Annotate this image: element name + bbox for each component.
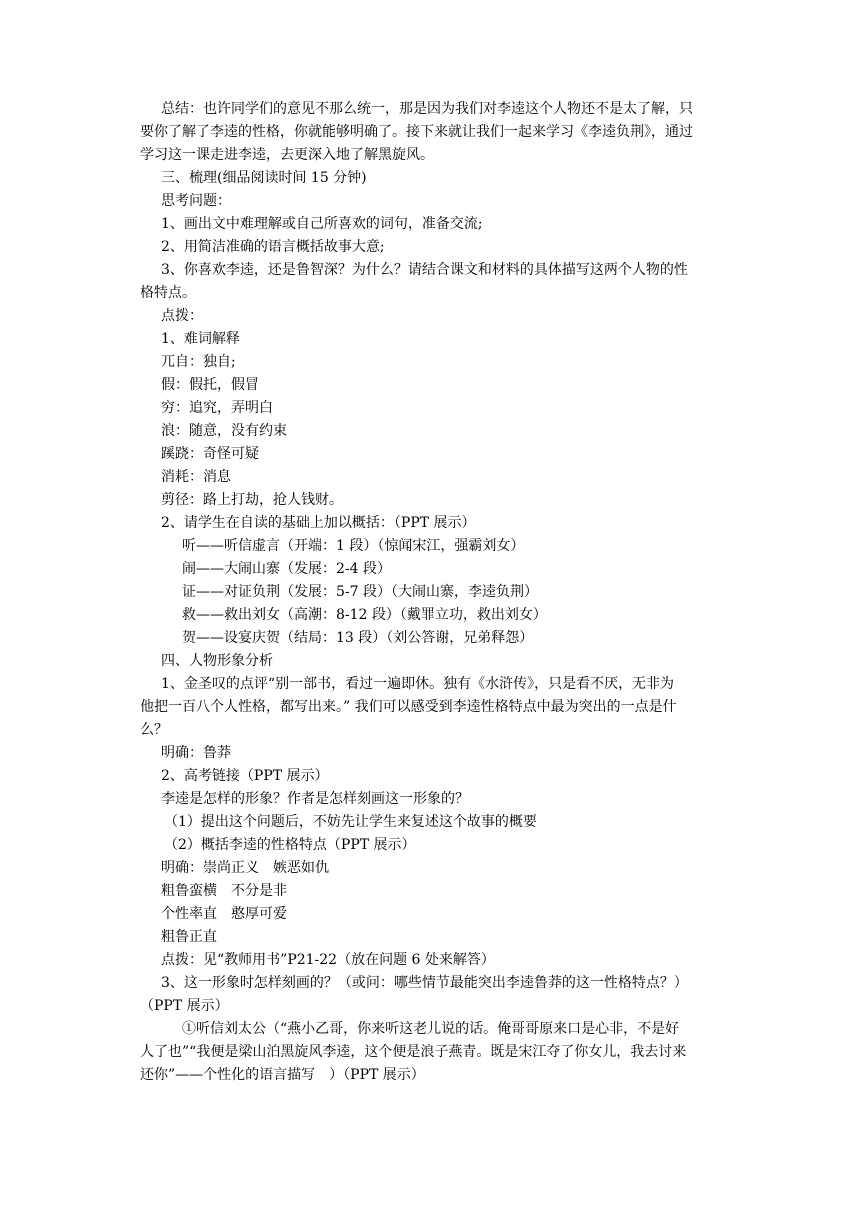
paragraph-line: 明确：鲁莽	[161, 745, 231, 761]
definition-item: 蹊跷：奇怪可疑	[161, 446, 259, 462]
paragraph-line: 点拨：见“教师用书”P21-22（放在问题 6 处来解答）	[161, 952, 495, 968]
paragraph-line: 粗鲁蛮横 不分是非	[161, 883, 287, 899]
summary-item: 闹——大闹山寨（发展：2-4 段）	[182, 561, 391, 577]
definition-item: 剪径：路上打劫，抢人钱财。	[161, 492, 343, 508]
paragraph-line: 要你了解了李逵的性格，你就能够明确了。接下来就让我们一起来学习《李逵负荆》，通过	[140, 124, 693, 140]
paragraph-line: 总结：也许同学们的意见不那么统一，那是因为我们对李逵这个人物还不是太了解，只	[161, 101, 693, 117]
definition-item: 消耗：消息	[161, 469, 231, 485]
paragraph-line: 他把一百八个人性格，都写出来。” 我们可以感受到李逵性格特点中最为突出的一点是什	[140, 699, 677, 715]
sub-item: （2）概括李逵的性格特点（PPT 展示）	[164, 837, 416, 853]
list-item: 2、用简洁准确的语言概括故事大意;	[161, 239, 385, 255]
document-body	[140, 98, 720, 1087]
definition-item: 浪：随意，没有约束	[161, 423, 287, 439]
definition-item: 假：假托，假冒	[161, 377, 259, 393]
paragraph-line: 李逵是怎样的形象？作者是怎样刻画这一形象的？	[161, 791, 469, 807]
paragraph-line: 个性率直 憨厚可爱	[161, 906, 287, 922]
list-item: 2、高考链接（PPT 展示）	[161, 768, 329, 784]
paragraph-line: 么？	[140, 722, 168, 738]
paragraph-line: 思考问题：	[161, 193, 231, 209]
paragraph-line: 粗鲁正直	[161, 929, 217, 945]
section-heading: 三、梳理(细品阅读时间 15 分钟)	[161, 170, 367, 186]
paragraph-line: 格特点。	[140, 285, 196, 301]
definition-item: 兀自：独自;	[161, 354, 236, 370]
summary-item: 救——救出刘女（高潮：8-12 段）（戴罪立功，救出刘女）	[182, 607, 547, 623]
paragraph-line: 1、金圣叹的点评“别一部书，看过一遍即休。独有《水浒传》，只是看不厌，无非为	[161, 676, 675, 692]
paragraph-line: 还你”——个性化的语言描写 ）（PPT 展示）	[140, 1067, 425, 1083]
list-item: 1、画出文中难理解或自己所喜欢的词句，准备交流;	[161, 216, 483, 232]
list-item: 2、请学生在自读的基础上加以概括：（PPT 展示）	[161, 515, 476, 531]
section-heading: 四、人物形象分析	[161, 653, 273, 669]
paragraph-line: （PPT 展示）	[140, 998, 229, 1014]
summary-item: 听——听信虚言（开端：1 段）（惊闻宋江，强霸刘女）	[182, 538, 525, 554]
paragraph-line: ①听信刘太公（“燕小乙哥，你来听这老儿说的话。俺哥哥原来口是心非，不是好	[182, 1021, 680, 1037]
paragraph-line: 学习这一课走进李逵，去更深入地了解黑旋风。	[140, 147, 434, 163]
sub-item: （1）提出这个问题后，不妨先让学生来复述这个故事的概要	[164, 814, 537, 830]
paragraph-line: 点拨：	[161, 308, 203, 324]
paragraph-line: 人了也”“我便是梁山泊黑旋风李逵，这个便是浪子燕青。既是宋江夺了你女儿，我去讨来	[140, 1044, 687, 1060]
paragraph-line: 明确：崇尚正义 嫉恶如仇	[161, 860, 329, 876]
definition-item: 穷：追究，弄明白	[161, 400, 273, 416]
summary-item: 贺——设宴庆贺（结局：13 段）（刘公答谢，兄弟释怨）	[182, 630, 534, 646]
list-item: 3、这一形象时怎样刻画的？（或问：哪些情节最能突出李逵鲁莽的这一性格特点？）	[161, 975, 688, 991]
list-item: 1、难词解释	[161, 331, 240, 347]
list-item: 3、你喜欢李逵，还是鲁智深？为什么？请结合课文和材料的具体描写这两个人物的性	[161, 262, 688, 278]
summary-item: 证——对证负荆（发展：5-7 段）（大闹山寨，李逵负荆）	[182, 584, 538, 600]
